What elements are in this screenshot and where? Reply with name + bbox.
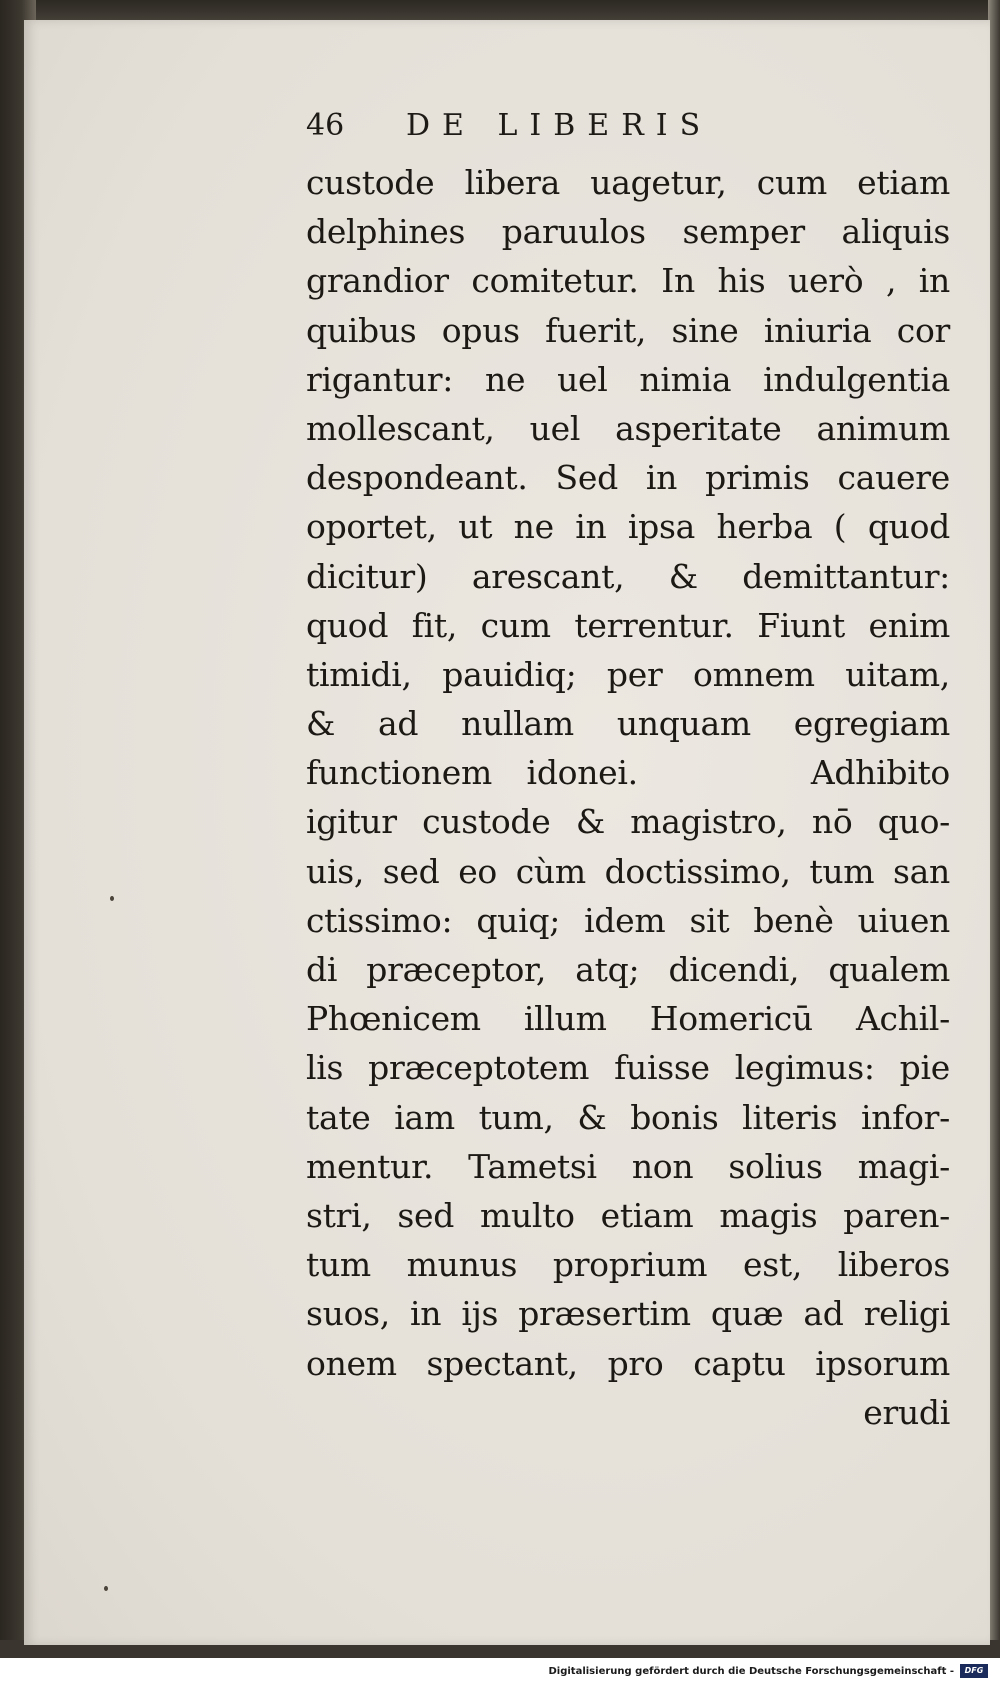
- text-block: [306, 158, 950, 1437]
- running-head: [306, 108, 786, 143]
- catchword: erudi: [863, 1392, 950, 1432]
- text-line: suos, in ijs præsertim quæ ad religi: [306, 1294, 950, 1334]
- dfg-logo: DFG: [960, 1664, 988, 1678]
- text-line: grandior comitetur. In his uerò , in: [306, 261, 950, 301]
- text-line: ctissimo: quiq; idem sit benè uiuen: [306, 900, 950, 940]
- text-line: custode libera uagetur, cum etiam: [306, 163, 950, 202]
- text-line: mollescant, uel asperitate animum: [306, 408, 950, 448]
- page-number: 46: [306, 108, 345, 143]
- text-line: timidi, pauidiq; per omnem uitam,: [306, 654, 950, 694]
- text-line: tate iam tum, & bonis literis infor-: [306, 1097, 950, 1137]
- text-line: tum munus proprium est, liberos: [306, 1245, 950, 1285]
- paper-speck: [104, 1586, 108, 1591]
- text-line: functionem idonei. Adhibito: [306, 753, 950, 793]
- text-line: uis, sed eo cùm doctissimo, tum san: [306, 851, 950, 891]
- text-line: oportet, ut ne in ipsa herba ( quod: [306, 507, 950, 547]
- text-line: dicitur) arescant, & demittantur:: [306, 556, 950, 596]
- text-line: igitur custode & magistro, nō quo-: [306, 802, 950, 842]
- text-line: quod fit, cum terrentur. Fiunt enim: [306, 605, 950, 645]
- running-title: DE LIBERIS: [406, 108, 713, 143]
- paper-speck: [110, 896, 114, 901]
- text-line: rigantur: ne uel nimia indulgentia: [306, 359, 950, 399]
- footer-strip: [0, 1658, 1000, 1690]
- footer-credit: Digitalisierung gefördert durch die Deutsche Forschungsgemeinschaft -: [548, 1666, 954, 1677]
- text-line: mentur. Tametsi non solius magi-: [306, 1146, 950, 1186]
- text-line: Phœnicem illum Homericū Achil-: [306, 999, 950, 1039]
- text-line: & ad nullam unquam egregiam: [306, 704, 950, 744]
- text-line: delphines paruulos semper aliquis: [306, 212, 950, 252]
- text-line: stri, sed multo etiam magis paren-: [306, 1195, 950, 1235]
- text-line: despondeant. Sed in primis cauere: [306, 458, 950, 498]
- text-line: di præceptor, atq; dicendi, qualem: [306, 950, 950, 989]
- text-line: lis præceptotem fuisse legimus: pie: [306, 1048, 950, 1088]
- text-line: quibus opus fuerit, sine iniuria cor: [306, 310, 950, 350]
- text-line: onem spectant, pro captu ipsorum: [306, 1343, 950, 1383]
